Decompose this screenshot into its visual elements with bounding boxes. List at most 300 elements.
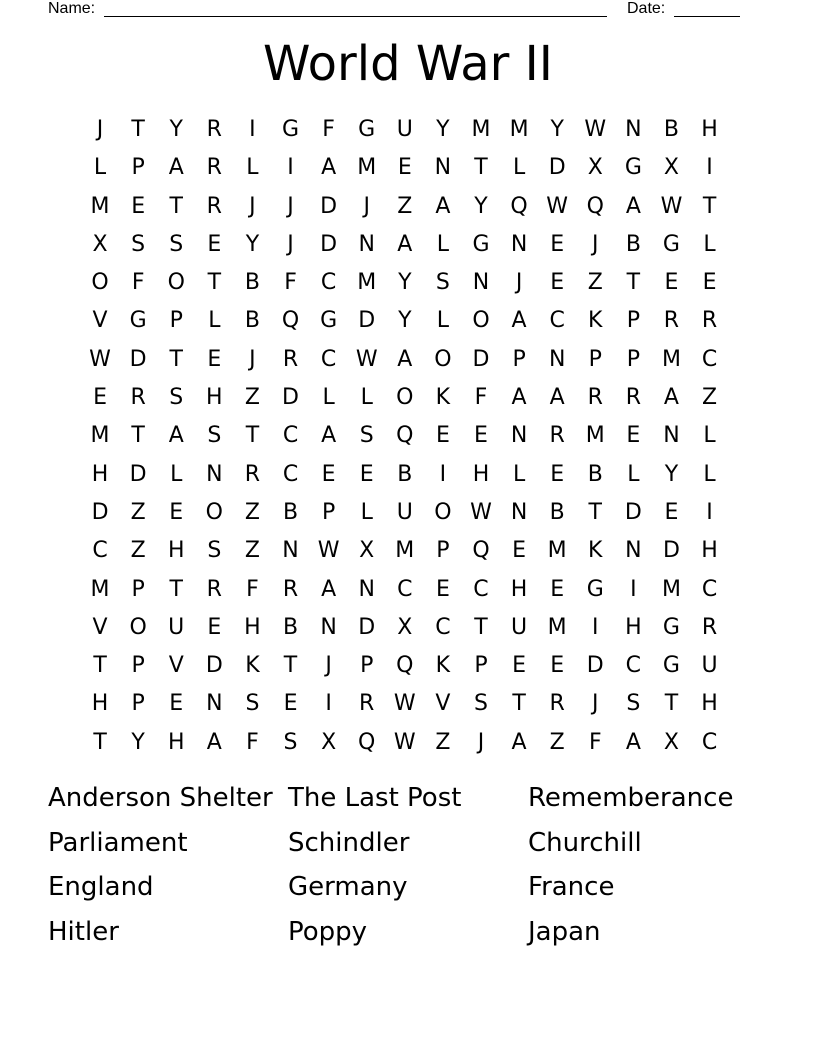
grid-cell: W xyxy=(355,346,378,372)
grid-cell: Y xyxy=(398,270,412,296)
grid-cell: S xyxy=(435,270,450,296)
grid-cell: B xyxy=(397,461,413,487)
grid-cell: Z xyxy=(435,729,451,755)
grid-cell: Q xyxy=(358,729,376,755)
grid-cell: K xyxy=(588,308,603,334)
grid-cell: V xyxy=(92,308,108,334)
word-search-grid xyxy=(81,111,729,762)
grid-cell: A xyxy=(435,193,451,219)
grid-cell: Q xyxy=(472,538,490,564)
grid-cell: L xyxy=(360,499,373,525)
grid-cell: B xyxy=(282,614,299,640)
grid-cell: E xyxy=(207,231,222,257)
grid-cell: I xyxy=(706,499,713,525)
grid-cell: B xyxy=(587,461,603,487)
word-bank-item: France xyxy=(528,872,615,903)
grid-cell: E xyxy=(169,691,184,717)
grid-row xyxy=(81,149,729,187)
grid-cell: R xyxy=(663,308,680,334)
grid-cell: M xyxy=(585,423,605,449)
grid-cell: J xyxy=(515,270,523,296)
grid-cell: V xyxy=(435,691,451,717)
word-bank xyxy=(48,778,768,957)
grid-cell: E xyxy=(550,576,565,602)
grid-cell: E xyxy=(283,691,298,717)
grid-cell: N xyxy=(358,576,375,602)
grid-cell: P xyxy=(169,308,183,334)
grid-cell: D xyxy=(129,346,147,372)
grid-cell: Y xyxy=(664,461,679,487)
grid-cell: F xyxy=(322,117,335,142)
grid-cell: T xyxy=(93,729,107,755)
grid-cell: W xyxy=(546,193,569,219)
grid-cell: A xyxy=(511,308,527,334)
grid-cell: N xyxy=(510,499,528,525)
grid-cell: H xyxy=(510,576,528,602)
grid-cell: R xyxy=(359,691,375,717)
grid-row xyxy=(81,724,729,762)
grid-cell: R xyxy=(206,117,222,142)
grid-cell: E xyxy=(169,499,184,525)
grid-cell: Q xyxy=(396,653,414,679)
grid-cell: T xyxy=(664,691,679,717)
grid-cell: M xyxy=(661,346,681,372)
grid-cell: P xyxy=(131,691,145,717)
word-bank-item: Germany xyxy=(288,872,408,903)
grid-cell: X xyxy=(359,538,375,564)
grid-cell: E xyxy=(207,346,222,372)
grid-cell: F xyxy=(131,270,145,296)
grid-cell: I xyxy=(592,614,599,640)
grid-cell: Z xyxy=(397,193,413,219)
grid-cell: S xyxy=(245,691,260,717)
grid-cell: T xyxy=(93,653,107,679)
grid-cell: O xyxy=(396,385,414,411)
grid-cell: E xyxy=(435,423,450,449)
grid-cell: E xyxy=(474,423,488,449)
grid-row xyxy=(81,571,729,609)
grid-cell: E xyxy=(512,538,527,564)
grid-cell: R xyxy=(587,385,603,411)
grid-row xyxy=(81,188,729,226)
grid-cell: D xyxy=(91,499,109,525)
grid-cell: F xyxy=(246,576,259,602)
grid-cell: F xyxy=(474,385,488,411)
grid-row xyxy=(81,264,729,302)
word-bank-item: Schindler xyxy=(288,827,410,858)
grid-cell: L xyxy=(512,155,526,181)
grid-cell: V xyxy=(92,614,108,640)
grid-cell: N xyxy=(358,231,375,257)
grid-cell: D xyxy=(472,346,490,372)
grid-cell: G xyxy=(624,155,642,181)
grid-cell: O xyxy=(434,499,452,525)
grid-cell: I xyxy=(287,155,294,181)
word-bank-item: Anderson Shelter xyxy=(48,783,273,813)
grid-cell: S xyxy=(283,729,298,755)
grid-cell: L xyxy=(512,461,526,487)
grid-cell: N xyxy=(625,538,642,564)
grid-cell: H xyxy=(91,691,109,717)
grid-cell: P xyxy=(512,346,526,372)
grid-cell: M xyxy=(509,117,529,142)
grid-cell: M xyxy=(547,538,567,564)
word-bank-item: The Last Post xyxy=(288,783,462,813)
grid-cell: W xyxy=(317,538,340,564)
grid-cell: E xyxy=(397,155,412,181)
grid-cell: Y xyxy=(169,117,183,142)
grid-cell: S xyxy=(207,423,222,449)
grid-cell: B xyxy=(663,117,679,142)
grid-cell: S xyxy=(169,231,184,257)
grid-cell: P xyxy=(360,653,374,679)
grid-cell: A xyxy=(321,155,337,181)
grid-cell: H xyxy=(91,461,109,487)
grid-cell: T xyxy=(131,423,145,449)
grid-cell: Y xyxy=(474,193,488,219)
grid-cell: Y xyxy=(436,117,450,142)
grid-cell: K xyxy=(588,538,603,564)
grid-row xyxy=(81,609,729,647)
grid-cell: T xyxy=(169,346,183,372)
grid-cell: R xyxy=(282,346,299,372)
grid-cell: A xyxy=(511,385,527,411)
grid-cell: D xyxy=(282,385,299,411)
word-bank-item: Japan xyxy=(528,917,601,948)
grid-cell: L xyxy=(703,423,716,449)
grid-cell: E xyxy=(93,385,107,411)
grid-row xyxy=(81,379,729,417)
grid-cell: N xyxy=(282,538,299,564)
grid-cell: Q xyxy=(396,423,414,449)
grid-cell: T xyxy=(474,155,488,181)
grid-cell: P xyxy=(626,346,640,372)
grid-row xyxy=(81,226,729,264)
grid-cell: G xyxy=(472,231,490,257)
grid-row xyxy=(81,456,729,494)
grid-cell: A xyxy=(663,385,679,411)
grid-cell: N xyxy=(510,231,528,257)
grid-cell: W xyxy=(470,499,492,525)
grid-cell: V xyxy=(168,653,184,679)
grid-cell: G xyxy=(281,117,300,142)
grid-cell: T xyxy=(588,499,602,525)
grid-cell: N xyxy=(320,614,337,640)
grid-cell: R xyxy=(282,576,299,602)
grid-row xyxy=(81,647,729,685)
grid-cell: E xyxy=(664,270,679,296)
grid-cell: Z xyxy=(130,538,146,564)
grid-cell: H xyxy=(167,729,185,755)
grid-cell: K xyxy=(435,385,451,411)
grid-cell: Z xyxy=(244,385,260,411)
name-label: Name: xyxy=(48,0,96,17)
grid-cell: C xyxy=(282,461,299,487)
grid-cell: W xyxy=(393,691,416,717)
grid-cell: T xyxy=(474,614,488,640)
grid-cell: L xyxy=(246,155,259,181)
grid-cell: G xyxy=(662,231,680,257)
date-line xyxy=(674,16,740,17)
grid-cell: P xyxy=(131,576,145,602)
grid-cell: X xyxy=(321,729,337,755)
grid-cell: C xyxy=(549,308,565,334)
grid-cell: R xyxy=(549,691,565,717)
grid-cell: H xyxy=(701,538,718,564)
grid-cell: Y xyxy=(398,308,412,334)
grid-cell: F xyxy=(246,729,259,755)
grid-cell: B xyxy=(282,499,299,525)
grid-cell: N xyxy=(206,461,223,487)
grid-cell: A xyxy=(549,385,565,411)
word-bank-item: Rememberance xyxy=(528,783,734,813)
grid-cell: D xyxy=(548,155,566,181)
grid-cell: T xyxy=(169,576,183,602)
grid-cell: S xyxy=(169,385,184,411)
grid-cell: R xyxy=(244,461,261,487)
grid-cell: M xyxy=(395,538,415,564)
grid-cell: N xyxy=(472,270,490,296)
grid-cell: T xyxy=(283,653,298,679)
grid-cell: R xyxy=(701,614,718,640)
grid-cell: C xyxy=(473,576,489,602)
grid-cell: M xyxy=(547,614,567,640)
grid-cell: C xyxy=(625,653,642,679)
grid-cell: A xyxy=(206,729,222,755)
grid-row xyxy=(81,685,729,723)
grid-cell: D xyxy=(320,193,338,219)
grid-cell: T xyxy=(512,691,526,717)
grid-cell: O xyxy=(472,308,490,334)
grid-cell: Z xyxy=(244,538,260,564)
grid-cell: R xyxy=(625,385,641,411)
grid-cell: O xyxy=(205,499,223,525)
grid-cell: C xyxy=(320,270,337,296)
grid-cell: W xyxy=(393,729,416,755)
grid-cell: R xyxy=(130,385,146,411)
grid-cell: C xyxy=(701,729,718,755)
grid-cell: H xyxy=(167,538,185,564)
grid-cell: H xyxy=(701,117,718,142)
grid-cell: G xyxy=(358,117,376,142)
grid-cell: F xyxy=(284,270,297,296)
grid-cell: Y xyxy=(245,231,260,257)
grid-row xyxy=(81,341,729,379)
grid-cell: P xyxy=(131,653,145,679)
grid-cell: M xyxy=(90,423,110,449)
grid-cell: D xyxy=(358,614,376,640)
grid-cell: E xyxy=(626,423,641,449)
grid-cell: C xyxy=(701,346,718,372)
grid-cell: F xyxy=(588,729,602,755)
grid-cell: C xyxy=(435,614,451,640)
grid-cell: M xyxy=(357,270,377,296)
grid-cell: N xyxy=(434,155,452,181)
word-bank-item: Poppy xyxy=(288,917,368,948)
grid-cell: P xyxy=(436,538,450,564)
grid-row xyxy=(81,494,729,532)
grid-cell: O xyxy=(434,346,452,372)
grid-cell: N xyxy=(625,117,642,142)
grid-cell: Z xyxy=(244,499,260,525)
grid-cell: P xyxy=(626,308,640,334)
grid-cell: L xyxy=(322,385,335,411)
grid-cell: D xyxy=(358,308,376,334)
word-bank-item: England xyxy=(48,872,154,903)
grid-cell: N xyxy=(510,423,528,449)
grid-cell: X xyxy=(663,155,679,181)
grid-cell: D xyxy=(129,461,147,487)
grid-cell: S xyxy=(474,691,488,717)
grid-cell: A xyxy=(625,729,641,755)
grid-cell: M xyxy=(90,576,110,602)
grid-cell: T xyxy=(626,270,641,296)
grid-cell: R xyxy=(206,193,222,219)
grid-cell: T xyxy=(245,423,260,449)
name-line xyxy=(104,16,607,17)
grid-cell: K xyxy=(245,653,260,679)
grid-cell: Q xyxy=(586,193,604,219)
grid-cell: I xyxy=(249,117,256,142)
grid-cell: E xyxy=(321,461,336,487)
grid-cell: H xyxy=(472,461,490,487)
grid-cell: Y xyxy=(131,729,145,755)
grid-cell: A xyxy=(625,193,641,219)
grid-cell: N xyxy=(663,423,680,449)
grid-cell: A xyxy=(168,423,184,449)
grid-cell: L xyxy=(170,461,183,487)
word-bank-item: Hitler xyxy=(48,917,119,948)
grid-cell: E xyxy=(359,461,374,487)
grid-cell: H xyxy=(244,614,261,640)
grid-cell: A xyxy=(397,346,413,372)
grid-cell: L xyxy=(436,231,450,257)
grid-cell: X xyxy=(397,614,413,640)
grid-cell: L xyxy=(360,385,373,411)
grid-cell: E xyxy=(131,193,146,219)
grid-cell: N xyxy=(548,346,566,372)
grid-cell: C xyxy=(320,346,337,372)
grid-cell: X xyxy=(663,729,679,755)
grid-cell: A xyxy=(397,231,413,257)
grid-cell: W xyxy=(584,117,607,142)
grid-cell: E xyxy=(550,653,565,679)
grid-cell: O xyxy=(129,614,147,640)
grid-cell: E xyxy=(550,270,565,296)
grid-cell: S xyxy=(626,691,641,717)
word-bank-item: Parliament xyxy=(48,827,188,858)
grid-cell: J xyxy=(363,193,370,219)
grid-cell: I xyxy=(325,691,332,717)
grid-cell: J xyxy=(249,193,256,219)
grid-cell: J xyxy=(287,193,294,219)
grid-cell: B xyxy=(244,270,260,296)
grid-cell: T xyxy=(207,270,222,296)
grid-cell: E xyxy=(512,653,527,679)
grid-cell: M xyxy=(471,117,491,142)
grid-cell: E xyxy=(702,270,717,296)
grid-cell: B xyxy=(625,231,641,257)
grid-cell: H xyxy=(701,691,718,717)
grid-cell: C xyxy=(397,576,413,602)
grid-cell: U xyxy=(396,499,413,525)
grid-cell: I xyxy=(630,576,637,602)
grid-cell: R xyxy=(206,155,222,181)
grid-cell: M xyxy=(661,576,681,602)
grid-cell: C xyxy=(92,538,108,564)
grid-cell: B xyxy=(549,499,565,525)
grid-cell: E xyxy=(435,576,450,602)
grid-cell: A xyxy=(321,423,337,449)
grid-cell: I xyxy=(439,461,447,487)
grid-cell: L xyxy=(208,308,221,334)
grid-cell: K xyxy=(435,653,451,679)
grid-cell: Y xyxy=(550,117,564,142)
grid-cell: P xyxy=(588,346,602,372)
grid-cell: H xyxy=(625,614,642,640)
grid-cell: T xyxy=(169,193,183,219)
grid-cell: D xyxy=(624,499,642,525)
grid-cell: T xyxy=(131,117,145,142)
grid-cell: O xyxy=(167,270,185,296)
grid-cell: L xyxy=(627,461,640,487)
grid-cell: G xyxy=(662,653,680,679)
grid-cell: M xyxy=(90,193,110,219)
grid-cell: Z xyxy=(587,270,603,296)
grid-cell: U xyxy=(396,117,413,142)
grid-cell: W xyxy=(89,346,111,372)
grid-cell: G xyxy=(662,614,680,640)
grid-cell: E xyxy=(664,499,679,525)
grid-row xyxy=(81,111,729,149)
grid-cell: J xyxy=(592,691,599,717)
grid-cell: J xyxy=(96,117,104,142)
grid-cell: S xyxy=(207,538,222,564)
grid-cell: L xyxy=(703,231,716,257)
grid-cell: J xyxy=(287,231,294,257)
grid-cell: E xyxy=(550,231,565,257)
grid-cell: D xyxy=(205,653,223,679)
grid-cell: I xyxy=(706,155,713,181)
grid-cell: N xyxy=(206,691,223,717)
grid-cell: D xyxy=(586,653,604,679)
grid-cell: Z xyxy=(549,729,565,755)
grid-cell: C xyxy=(282,423,299,449)
grid-cell: P xyxy=(321,499,336,525)
grid-cell: Z xyxy=(130,499,146,525)
grid-cell: J xyxy=(592,231,599,257)
grid-cell: Q xyxy=(281,308,300,334)
grid-cell: P xyxy=(131,155,145,181)
grid-cell: L xyxy=(436,308,450,334)
grid-cell: S xyxy=(131,231,146,257)
date-label: Date: xyxy=(627,0,666,17)
grid-cell: A xyxy=(168,155,184,181)
worksheet-header xyxy=(48,0,748,20)
grid-cell: D xyxy=(320,231,338,257)
grid-cell: L xyxy=(93,155,107,181)
grid-cell: E xyxy=(207,614,222,640)
grid-row xyxy=(81,532,729,570)
grid-cell: R xyxy=(701,308,718,334)
grid-cell: D xyxy=(662,538,680,564)
grid-cell: S xyxy=(359,423,374,449)
grid-cell: G xyxy=(586,576,604,602)
grid-cell: G xyxy=(129,308,147,334)
grid-cell: M xyxy=(357,155,377,181)
word-bank-item: Churchill xyxy=(528,827,642,858)
grid-cell: R xyxy=(206,576,222,602)
